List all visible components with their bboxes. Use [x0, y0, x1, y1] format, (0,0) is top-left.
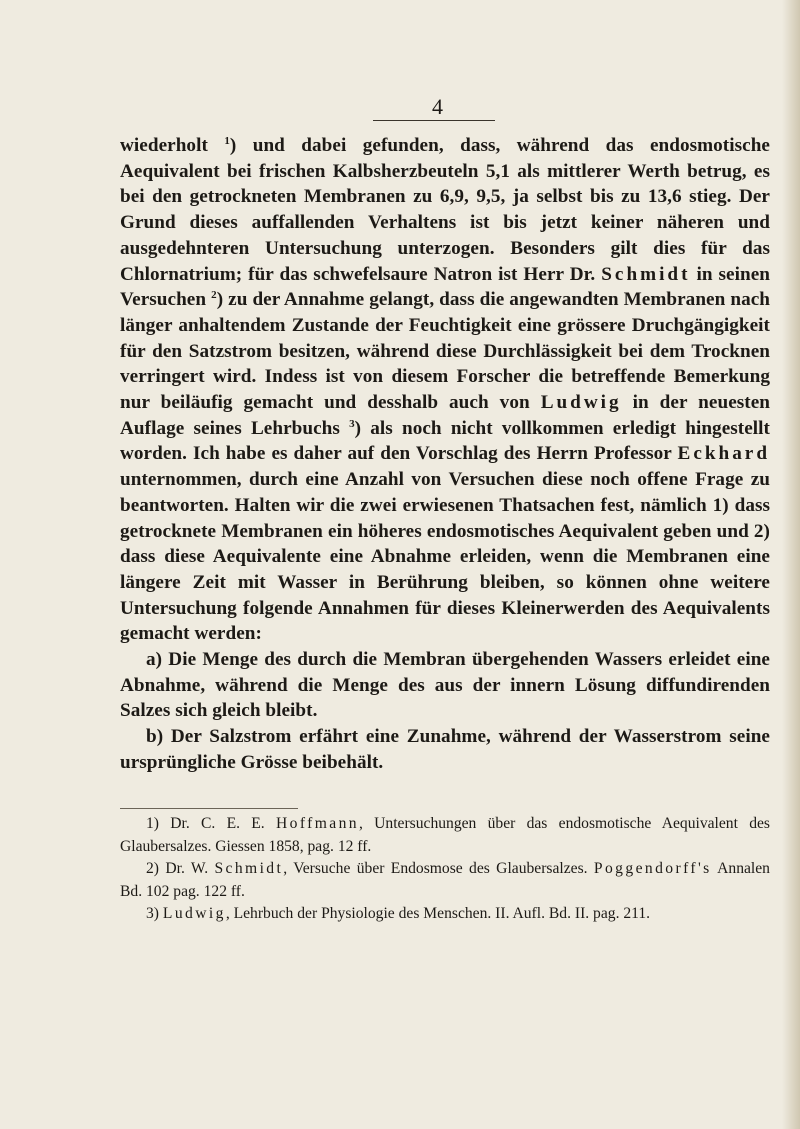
author-name-schmidt: Schmidt [601, 263, 691, 285]
footnote-ref-3: 3 [349, 417, 355, 430]
paragraph-main [120, 133, 770, 647]
footnote-text: 2) Dr. W. [146, 860, 215, 878]
text-run: wiederholt [120, 135, 225, 156]
text-run: ) als noch nicht vollkommen erledigt hingestellt worden. Ich habe es daher auf den Vorschlag des Herrn Professor [120, 417, 770, 465]
footnote-text: , Untersuchungen über das endosmotische Aequivalent des Glaubersalzes. Giessen 1858, pag. 12 ff. [120, 815, 770, 855]
footnote-ref-1: 1 [224, 135, 230, 147]
page-number-rule [373, 120, 495, 121]
footnotes [120, 813, 770, 926]
author-name-eckhard: Eckhard [677, 443, 770, 465]
footnote-author: Hoffmann [275, 815, 359, 832]
page-edge-shadow [782, 0, 800, 1129]
text-run: in seinen Versuchen [120, 263, 770, 311]
text-run: in der neuesten Auflage seines Lehrbuchs [120, 392, 770, 439]
text-run: ) und dabei gefunden, dass, während das endosmotische Aequivalent bei frischen Kalbsherzbeuteln 5,1 als mittlerer Werth betrug, es bei den getrockneten Membranen zu 6,9, 9,5, ja selbst bis zu 13,6 stieg. Der Grund dieses auffallenden Verhaltens ist bis jetzt keiner näheren und ausgedehnteren Untersuchung unterzogen. Besonders gilt dies für das Chlornatrium; für das schwefelsaure Natron ist Herr Dr. [120, 135, 770, 285]
page-number: 4 [432, 94, 444, 119]
footnote-text: , Versuche über Endosmose des Glaubersalzes. [283, 860, 594, 878]
paragraph-a: a) Die Menge des durch die Membran übergehenden Wassers erleidet eine Abnahme, während die Menge des aus der innern Lösung diffundirenden Salzes sich gleich bleibt. [120, 649, 770, 722]
footnote-text: , Lehrbuch der Physiologie des Menschen. II. Aufl. Bd. II. pag. 211. [225, 905, 651, 923]
footnote-1 [120, 813, 770, 858]
footnote-3 [120, 903, 770, 926]
footnote-author: Poggendorff's [593, 860, 712, 878]
text-run: ) zu der Annahme gelangt, dass die angewandten Membranen nach länger anhaltendem Zustande der Feuchtigkeit eine grössere Druchgängigkeit für den Satzstrom besitzen, während diese Durchlässigkeit bei dem Trocknen verringert wird. Indess ist von diesem Forscher die betreffende Bemerkung nur beiläufig gemacht und desshalb auch von [120, 289, 771, 414]
footnote-text: 1) Dr. C. E. E. [146, 815, 276, 832]
footnote-author: Schmidt [214, 860, 284, 878]
footnote-rule [120, 808, 298, 809]
footnote-2 [120, 858, 770, 903]
footnote-text: 3) [146, 905, 163, 923]
paragraph-b: b) Der Salzstrom erfährt eine Zunahme, während der Wasserstrom seine ursprüngliche Grösse beibehält. [120, 726, 770, 773]
footnote-author: Ludwig [162, 905, 226, 923]
text-run: unternommen, durch eine Anzahl von Versuchen diese noch offene Frage zu beantworten. Halten wir die zwei erwiesenen Thatsachen fest, nämlich 1) dass getrocknete Membranen ein höheres endosmotisches Aequivalent geben und 2) dass diese Aequivalente eine Abnahme erleiden, wenn die Membranen eine längere Zeit mit Wasser in Berührung bleiben, so können ohne weitere Untersuchung folgende Annahmen für dieses Kleinerwerden des Aequivalents gemacht werden: [120, 469, 770, 645]
footnote-text: Annalen Bd. 102 pag. 122 ff. [120, 860, 770, 900]
body-text [120, 133, 770, 776]
footnote-ref-2: 2 [211, 289, 217, 302]
author-name-ludwig: Ludwig [540, 392, 622, 414]
